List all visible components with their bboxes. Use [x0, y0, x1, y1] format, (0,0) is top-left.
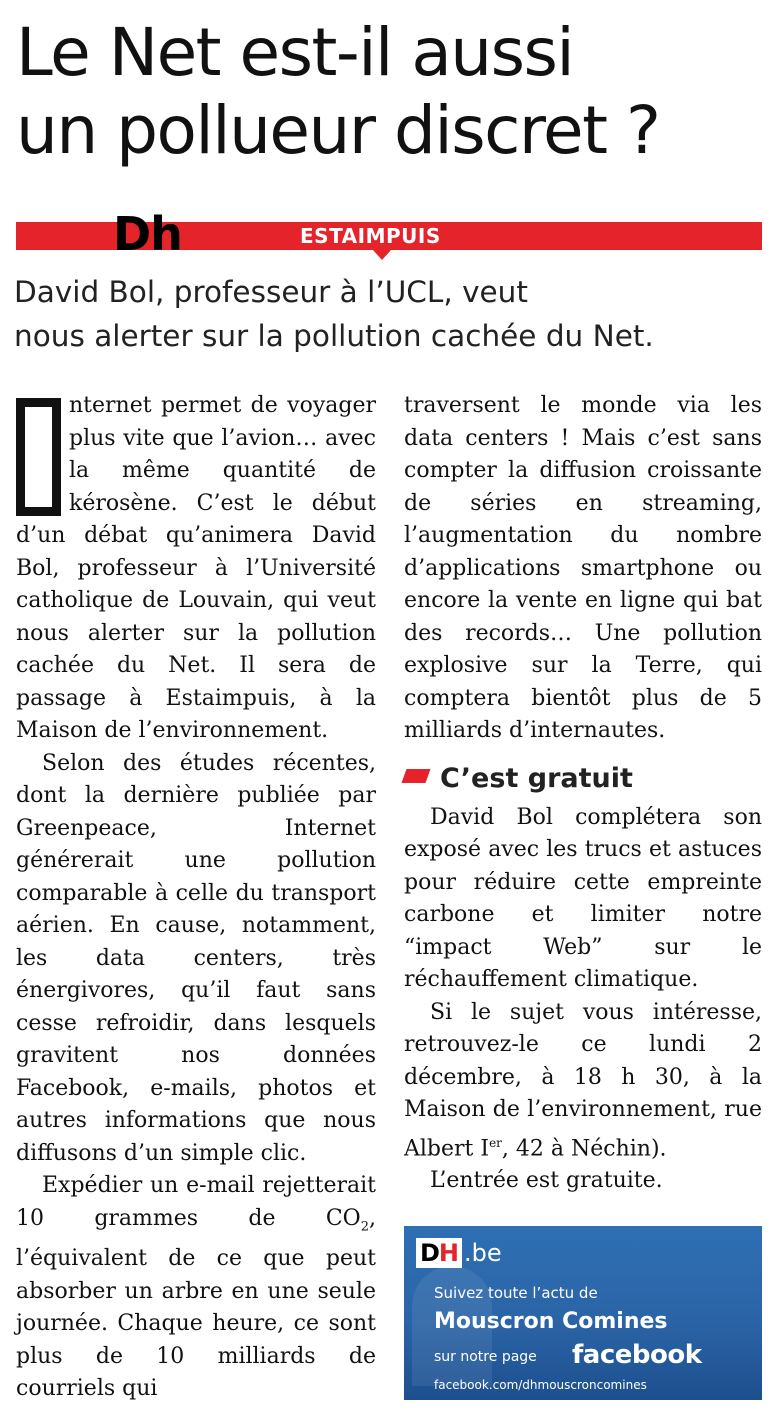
dropcap-letter	[16, 398, 61, 516]
lead-line-1: David Bol, professeur à l’UCL, veut	[14, 275, 528, 309]
ad-region: Mouscron Comines	[434, 1309, 668, 1334]
lead-line-2: nous alerter sur la pollution cachée du Net.	[14, 319, 654, 353]
lead-paragraph	[14, 270, 764, 358]
article-paragraph-6: Si le sujet vous intéresse, retrouvez-le ce lundi 2 décembre, à 18 h 30, à la Maison de l’environnement, rue Albert Ier, 42 à Néchin).	[404, 999, 762, 1161]
headline	[16, 14, 766, 170]
co2-subscript: 2	[360, 1218, 369, 1234]
article-paragraph-3: Expédier un e-mail rejetterait 10 grammes de $CO_2$, l’équivalent de ce que peut absorber un arbre en une seule journée. Chaque heure, ce sont plus de 10 milliards de courriels qui	[16, 1173, 376, 1402]
subheading-text: C’est gratuit	[440, 762, 633, 794]
article-paragraph-5: David Bol complétera son exposé avec les trucs et astuces pour réduire cette empreinte carbone et limiter notre “impact Web” sur le réchauffement climatique.	[404, 804, 762, 992]
subhead-marker-icon	[401, 769, 430, 783]
article-paragraph-4: traversent le monde via les data centers ! Mais c’est sans compter la diffusion croissante de séries en streaming, l’augmentation du nombre d’applications smartphone ou encore la vente en ligne qui bat des records… Une pollution explosive sur la Terre, qui comptera bientôt plus de 5 milliards d’internautes.	[404, 393, 762, 743]
article-paragraph-2: Selon des études récentes, dont la dernière publiée par Greenpeace, Internet générerait une pollution comparable à celle du transport aérien. En cause, notamment, les data centers, très énergivores, qu’il faut sans cesse refroidir, dans lesquels gravitent nos données Facebook, e-mails, photos et autres informations que nous diffusons d’un simple clic.	[16, 750, 376, 1166]
facebook-wordmark: facebook	[572, 1340, 702, 1370]
facebook-ad-banner[interactable]	[404, 1226, 762, 1400]
kicker-pointer-icon	[373, 250, 391, 260]
section-kicker: ESTAIMPUIS	[300, 224, 441, 248]
article-column-left	[16, 390, 376, 1406]
ad-tagline: Suivez toute l’actu de	[434, 1284, 598, 1302]
headline-line-1: Le Net est-il aussi	[16, 14, 574, 91]
article-column-right	[404, 390, 762, 1198]
brand-logo: Dh	[113, 207, 182, 261]
ordinal-superscript: er	[489, 1135, 502, 1150]
subheading	[404, 762, 762, 796]
ad-page-label: sur notre page	[434, 1349, 537, 1365]
article-paragraph-7: L’entrée est gratuite.	[430, 1168, 663, 1194]
article-paragraph-1: nternet permet de voyager plus vite que l’avion… avec la même quantité de kérosène. C’est le début d’un débat qu’animera David Bol, professeur à l’Université catholique de Louvain, qui veut nous alerter sur la pollution cachée du Net. Il sera de passage à Estaimpuis, à la Maison de l’environnement.	[16, 393, 376, 743]
headline-line-2: un pollueur discret ?	[16, 92, 660, 169]
ad-url-link[interactable]: facebook.com/dhmouscroncomines	[434, 1378, 647, 1392]
dh-be-logo: DH .be	[416, 1238, 502, 1268]
